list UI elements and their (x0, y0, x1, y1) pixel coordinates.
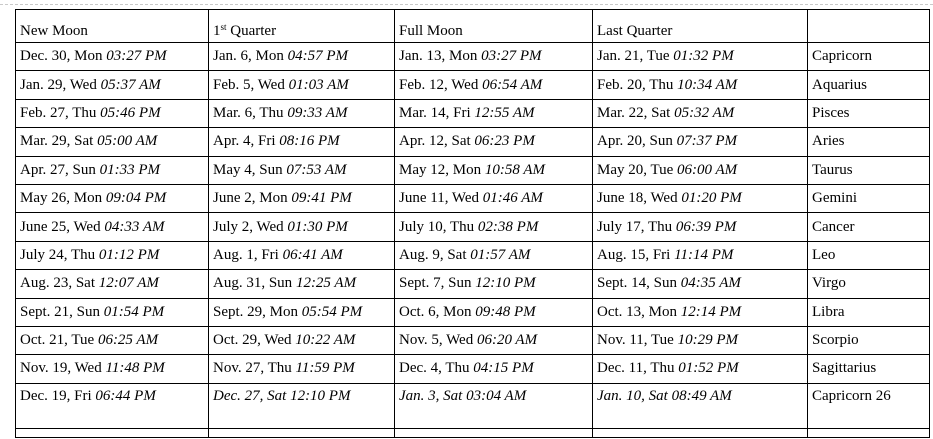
cell-time: 04:57 PM (287, 48, 348, 65)
cell-full-moon: Jan. 3, Sat 03:04 AM (395, 383, 593, 428)
cell-full-moon (395, 270, 593, 298)
cell-date: July 2, Wed (213, 218, 288, 235)
cell-date: May 4, Sun (213, 161, 287, 178)
cell-sign: Cancer (808, 213, 930, 241)
cell-time: 04:33 AM (104, 218, 165, 235)
cell-date: Nov. 27, Thu (213, 360, 296, 377)
cell-first-quarter (209, 156, 395, 184)
cell-full-moon (395, 99, 593, 127)
cell-new-moon (16, 213, 209, 241)
cell-last-quarter (593, 128, 808, 156)
cell-full-moon (395, 43, 593, 71)
cell-full-moon (395, 184, 593, 212)
cell-new-moon (16, 355, 209, 383)
cell-first-quarter (209, 213, 395, 241)
cell-time: 02:38 PM (477, 218, 539, 235)
cell-time: 04:15 PM (473, 360, 534, 377)
cell-date: Sept. 21, Sun (20, 303, 104, 320)
cell-time: 06:25 AM (97, 332, 159, 349)
cell-first-quarter (209, 355, 395, 383)
cell-time: 03:27 PM (481, 48, 542, 65)
cell-sign: Aries (808, 128, 930, 156)
cell-date: Aug. 31, Sun (213, 275, 296, 292)
cell-new-moon (16, 270, 209, 298)
cell-time: 01:03 AM (288, 76, 349, 93)
cell-date: Nov. 19, Wed (20, 360, 106, 377)
cell-time: 12:10 PM (475, 275, 536, 292)
cell-full-moon (395, 355, 593, 383)
cell-last-quarter (593, 71, 808, 99)
cell-date: Oct. 21, Tue (20, 332, 98, 349)
cell-first-quarter (209, 184, 395, 212)
cell-last-quarter (593, 99, 808, 127)
cell-sign: Leo (808, 241, 930, 269)
table-row (16, 156, 930, 184)
cell-full-moon (395, 298, 593, 326)
cell-time: 01:32 PM (673, 48, 734, 65)
cell-date: Jan. 21, Tue (597, 48, 674, 65)
cell-new-moon (16, 156, 209, 184)
cell-new-moon (16, 326, 209, 354)
cell-date: Mar. 6, Thu (213, 104, 288, 121)
cell-time: 01:33 PM (99, 161, 160, 178)
cell-date: Sept. 14, Sun (597, 275, 681, 292)
cell-last-quarter (593, 213, 808, 241)
cell-sign: Sagittarius (808, 355, 930, 383)
cell-first-quarter (209, 326, 395, 354)
cell-date: Sept. 7, Sun (399, 275, 476, 292)
table-row (16, 298, 930, 326)
cell-time: 06:20 AM (476, 332, 538, 349)
empty-cell (209, 428, 395, 437)
cell-first-quarter (209, 298, 395, 326)
cell-sign: Pisces (808, 99, 930, 127)
cell-time: 08:16 PM (279, 133, 340, 150)
table-row (16, 241, 930, 269)
cell-last-quarter (593, 43, 808, 71)
header-first-quarter (209, 10, 395, 43)
cell-time: 06:44 PM (95, 387, 156, 404)
cell-date: June 2, Mon (213, 190, 292, 207)
cell-time: 01:52 PM (678, 360, 739, 377)
cell-time: 10:34 AM (677, 76, 738, 93)
cell-time: 12:14 PM (680, 303, 742, 320)
cell-date: June 11, Wed (399, 190, 483, 207)
header-first-quarter-num: 1 (213, 23, 221, 39)
cell-date: Oct. 13, Mon (597, 303, 681, 320)
table-row (16, 213, 930, 241)
cell-full-moon (395, 156, 593, 184)
empty-cell (808, 428, 930, 437)
cell-date: Feb. 5, Wed (213, 76, 289, 93)
cell-date: Mar. 29, Sat (20, 133, 98, 150)
cell-last-quarter (593, 241, 808, 269)
cell-time: 06:39 PM (675, 218, 737, 235)
cell-time: 01:54 PM (103, 303, 165, 320)
cell-new-moon (16, 71, 209, 99)
empty-cell (395, 428, 593, 437)
table-row (16, 128, 930, 156)
table-row (16, 326, 930, 354)
cell-new-moon (16, 241, 209, 269)
cell-date: July 10, Thu (399, 218, 478, 235)
cell-date: Feb. 20, Thu (597, 76, 678, 93)
cell-last-quarter (593, 326, 808, 354)
cell-first-quarter (209, 270, 395, 298)
cell-sign: Virgo (808, 270, 930, 298)
moon-phase-table (15, 9, 930, 438)
cell-first-quarter (209, 71, 395, 99)
cell-date: Dec. 19, Fri (20, 387, 96, 404)
cell-time: 05:46 PM (100, 104, 161, 121)
cell-first-quarter (209, 128, 395, 156)
cell-date: Feb. 27, Thu (20, 104, 101, 121)
cell-sign: Gemini (808, 184, 930, 212)
cell-last-quarter (593, 298, 808, 326)
cell-date: Aug. 9, Sat (399, 246, 471, 263)
cell-full-moon (395, 213, 593, 241)
cell-new-moon (16, 43, 209, 71)
cell-time: 05:37 AM (100, 76, 161, 93)
cell-date: Oct. 29, Wed (213, 332, 296, 349)
empty-cell (16, 428, 209, 437)
cell-date: Apr. 27, Sun (20, 161, 100, 178)
cell-time: 07:53 AM (286, 161, 347, 178)
cell-new-moon (16, 99, 209, 127)
cell-new-moon (16, 128, 209, 156)
table-row (16, 43, 930, 71)
table-row (16, 99, 930, 127)
cell-full-moon (395, 241, 593, 269)
cell-date: Aug. 23, Sat (20, 275, 99, 292)
cell-first-quarter (209, 99, 395, 127)
cell-date: Mar. 14, Fri (399, 104, 475, 121)
table-row-final (16, 383, 930, 428)
table-row (16, 71, 930, 99)
cell-date: Dec. 30, Mon (20, 48, 107, 65)
cell-time: 01:57 AM (470, 246, 531, 263)
cell-time: 06:00 AM (677, 161, 738, 178)
cell-time: 05:00 AM (97, 133, 158, 150)
cell-time: 05:32 AM (674, 104, 735, 121)
cell-time: 12:55 AM (474, 104, 535, 121)
cell-time: 03:27 PM (106, 48, 167, 65)
cell-full-moon (395, 71, 593, 99)
cell-date: Nov. 11, Tue (597, 332, 678, 349)
cell-date: Aug. 15, Fri (597, 246, 675, 263)
cell-last-quarter (593, 270, 808, 298)
cell-time: 01:30 PM (287, 218, 348, 235)
cell-time: 06:54 AM (482, 76, 543, 93)
header-new-moon: New Moon (16, 10, 209, 43)
header-first-quarter-word: Quarter (226, 23, 277, 39)
cell-time: 05:54 PM (301, 303, 363, 320)
header-last-quarter: Last Quarter (593, 10, 808, 43)
cell-date: Jan. 13, Mon (399, 48, 482, 65)
cell-time: 06:41 AM (282, 246, 343, 263)
page-edge (0, 0, 933, 5)
cell-sign: Libra (808, 298, 930, 326)
cell-first-quarter: Dec. 27, Sat 12:10 PM (209, 383, 395, 428)
cell-new-moon (16, 383, 209, 428)
cell-new-moon (16, 298, 209, 326)
cell-date: July 17, Thu (597, 218, 676, 235)
cell-time: 09:04 PM (105, 190, 167, 207)
cell-time: 01:46 AM (482, 190, 543, 207)
cell-first-quarter (209, 43, 395, 71)
cell-last-quarter: Jan. 10, Sat 08:49 AM (593, 383, 808, 428)
cell-date: June 18, Wed (597, 190, 682, 207)
cell-time: 10:29 PM (677, 332, 738, 349)
cell-date: Sept. 29, Mon (213, 303, 302, 320)
table-row (16, 355, 930, 383)
cell-date: Apr. 20, Sun (597, 133, 677, 150)
cell-time: 07:37 PM (676, 133, 737, 150)
cell-last-quarter (593, 355, 808, 383)
cell-date: Jan. 29, Wed (20, 76, 101, 93)
cell-time: 09:48 PM (475, 303, 536, 320)
cell-sign: Capricorn 26 (808, 383, 930, 428)
cell-sign: Capricorn (808, 43, 930, 71)
cell-time: 12:25 AM (295, 275, 357, 292)
cell-time: 11:14 PM (674, 246, 734, 263)
cell-time: 10:22 AM (295, 332, 356, 349)
cell-time: 09:33 AM (287, 104, 348, 121)
cell-time: 11:59 PM (295, 360, 355, 377)
cell-first-quarter (209, 241, 395, 269)
cell-date: July 24, Thu (20, 246, 99, 263)
cell-date: Apr. 4, Fri (213, 133, 280, 150)
cell-time: 12:07 AM (98, 275, 159, 292)
cell-date: Oct. 6, Mon (399, 303, 476, 320)
table-row (16, 184, 930, 212)
cell-sign: Aquarius (808, 71, 930, 99)
cell-sign: Taurus (808, 156, 930, 184)
header-sign (808, 10, 930, 43)
cell-time: 09:41 PM (291, 190, 352, 207)
cell-time: 01:20 PM (681, 190, 742, 207)
cell-date: Nov. 5, Wed (399, 332, 477, 349)
header-row (16, 10, 930, 43)
cell-date: Dec. 4, Thu (399, 360, 474, 377)
cell-last-quarter (593, 184, 808, 212)
cell-date: Aug. 1, Fri (213, 246, 283, 263)
header-full-moon: Full Moon (395, 10, 593, 43)
cell-date: Apr. 12, Sat (399, 133, 475, 150)
cell-date: June 25, Wed (20, 218, 105, 235)
cell-full-moon (395, 128, 593, 156)
cell-time: 11:48 PM (105, 360, 165, 377)
cell-time: 10:58 AM (484, 161, 545, 178)
table-row-empty (16, 428, 930, 437)
empty-cell (593, 428, 808, 437)
cell-date: Mar. 22, Sat (597, 104, 675, 121)
cell-time: 01:12 PM (98, 246, 160, 263)
table-row (16, 270, 930, 298)
cell-date: May 12, Mon (399, 161, 485, 178)
cell-last-quarter (593, 156, 808, 184)
cell-date: Dec. 11, Thu (597, 360, 679, 377)
cell-time: 06:23 PM (474, 133, 535, 150)
cell-new-moon (16, 184, 209, 212)
cell-sign: Scorpio (808, 326, 930, 354)
cell-date: Feb. 12, Wed (399, 76, 483, 93)
cell-date: May 26, Mon (20, 190, 106, 207)
cell-date: May 20, Tue (597, 161, 678, 178)
header-first-quarter-sup: st (220, 22, 227, 32)
cell-time: 04:35 AM (680, 275, 741, 292)
cell-full-moon (395, 326, 593, 354)
cell-date: Jan. 6, Mon (213, 48, 288, 65)
